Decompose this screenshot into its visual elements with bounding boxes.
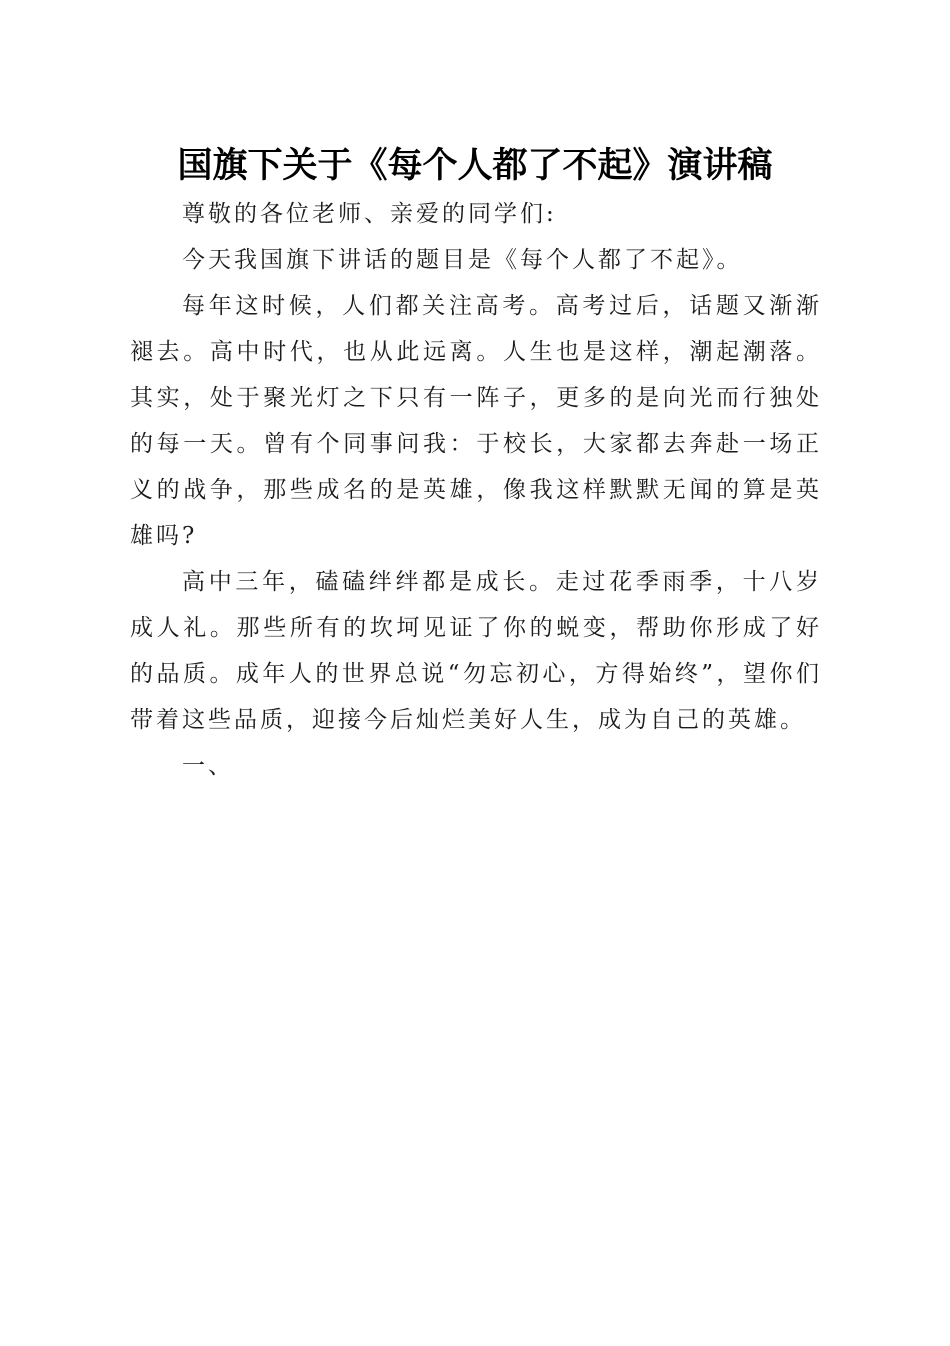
document-title: 国旗下关于《每个人都了不起》演讲稿 [177,146,773,186]
paragraph-body-1: 每年这时候，人们都关注高考。高考过后，话题又渐渐褪去。高中时代，也从此远离。人生也是这样，潮起潮落。其实，处于聚光灯之下只有一阵子，更多的是向光而行独处的每一天。曾有个同事问我：于校长，大家都去奔赴一场正义的战争，那些成名的是英雄，像我这样默默无闻的算是英雄吗? [130,293,822,549]
paragraph-topic: 今天我国旗下讲话的题目是《每个人都了不起》。 [182,247,743,273]
document-body [130,191,822,789]
paragraph-body-2: 高中三年，磕磕绊绊都是成长。走过花季雨季，十八岁成人礼。那些所有的坎坷见证了你的蜕变，帮助你形成了好的品质。成年人的世界总说“勿忘初心，方得始终”，望你们带着这些品质，迎接今后灿烂美好人生，成为自己的英雄。 [130,569,822,733]
paragraph-greeting: 尊敬的各位老师、亲爱的同学们: [182,201,557,227]
paragraph-section-marker: 一、 [182,753,234,779]
